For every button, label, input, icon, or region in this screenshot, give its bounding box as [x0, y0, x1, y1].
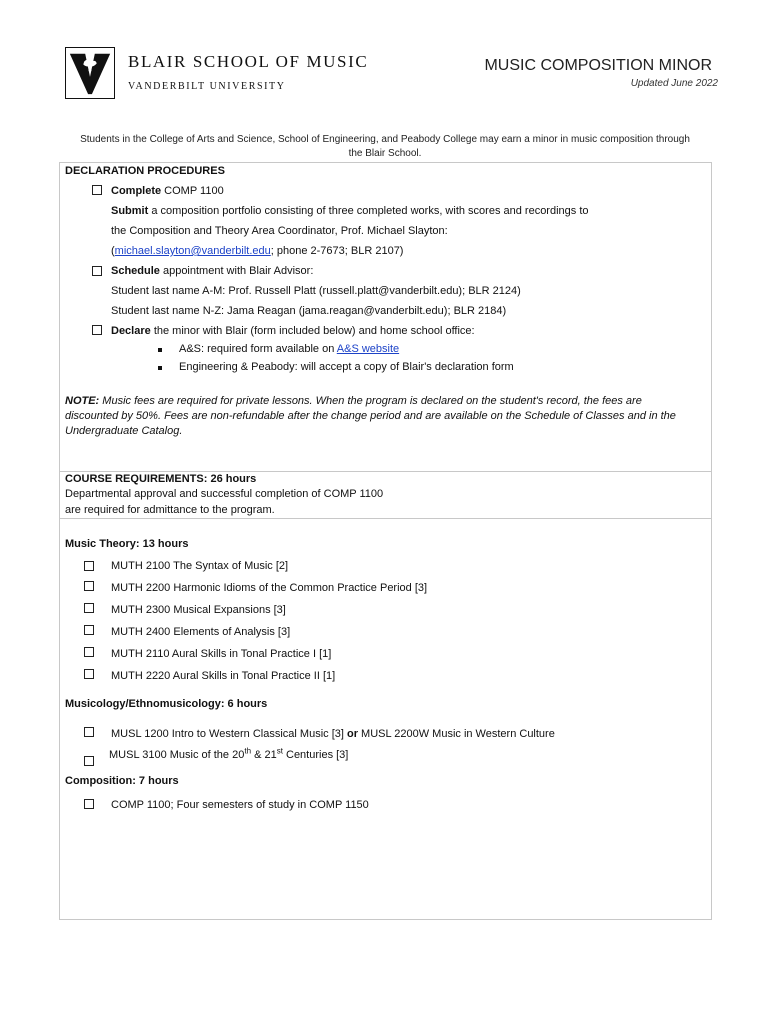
course-musl-1200-or-2200w: MUSL 1200 Intro to Western Classical Music [3] or MUSL 2200W Music in Western Culture — [111, 728, 555, 740]
composition-heading: Composition: 7 hours — [65, 775, 179, 787]
course-muth-2200: MUTH 2200 Harmonic Idioms of the Common Practice Period [3] — [111, 582, 428, 594]
course-muth-2300: MUTH 2300 Musical Expansions [3] — [111, 604, 286, 616]
course-muth-2400: MUTH 2400 Elements of Analysis [3] — [111, 626, 291, 638]
declaration-heading: DECLARATION PROCEDURES — [65, 165, 225, 177]
section-divider — [59, 471, 712, 472]
muth-2110-checkbox[interactable] — [84, 647, 94, 657]
course-muth-2100: MUTH 2100 The Syntax of Music [2] — [111, 560, 289, 572]
step-declare-checkbox[interactable] — [92, 325, 102, 335]
bullet-marker — [158, 348, 162, 352]
muth-2400-checkbox[interactable] — [84, 625, 94, 635]
slayton-email-link[interactable]: michael.slayton@vanderbilt.edu — [114, 245, 271, 257]
step-submit-line2: the Composition and Theory Area Coordinator, Prof. Michael Slayton: — [111, 225, 448, 237]
step-complete-text: Complete COMP 1100 — [111, 185, 224, 197]
as-website-link[interactable]: A&S website — [336, 343, 400, 355]
musicology-heading: Musicology/Ethnomusicology: 6 hours — [65, 698, 268, 710]
step-complete-checkbox[interactable] — [92, 185, 102, 195]
vanderbilt-v-oak-icon — [66, 48, 114, 98]
bullet-engineering-peabody: Engineering & Peabody: will accept a copy of Blair's declaration form — [179, 361, 514, 373]
step-declare-text: Declare the minor with Blair (form included below) and home school office: — [111, 325, 475, 337]
step-submit-line3: (michael.slayton@vanderbilt.edu; phone 2-7673; BLR 2107) — [111, 245, 404, 257]
music-theory-heading: Music Theory: 13 hours — [65, 538, 189, 550]
bullet-marker — [158, 366, 162, 370]
step-schedule-text: Schedule appointment with Blair Advisor: — [111, 265, 314, 277]
advisor-a-m: Student last name A-M: Prof. Russell Platt (russell.platt@vanderbilt.edu); BLR 2124) — [111, 285, 521, 297]
course-muth-2220: MUTH 2220 Aural Skills in Tonal Practice II [1] — [111, 670, 336, 682]
musl-3100-checkbox[interactable] — [84, 756, 94, 766]
intro-paragraph: Students in the College of Arts and Science, School of Engineering, and Peabody College may earn a minor in music composition through the Blair School. — [80, 134, 690, 159]
fees-note: NOTE: Music fees are required for private lessons. When the program is declared on the student's record, the fees are discounted by 50%. Fees are non-refundable after the change period and are available on the Schedule of Classes and in the Undergraduate Catalog. — [65, 395, 676, 437]
course-requirements-heading: COURSE REQUIREMENTS: 26 hours — [65, 473, 257, 485]
course-comp-1100-1150: COMP 1100; Four semesters of study in COMP 1150 — [111, 799, 369, 811]
comp-1100-checkbox[interactable] — [84, 799, 94, 809]
step-schedule-checkbox[interactable] — [92, 266, 102, 276]
university-name: VANDERBILT UNIVERSITY — [128, 81, 286, 92]
course-musl-3100: MUSL 3100 Music of the 20th & 21st Centuries [3] — [109, 746, 349, 761]
muth-2220-checkbox[interactable] — [84, 669, 94, 679]
musl-1200-checkbox[interactable] — [84, 727, 94, 737]
advisor-n-z: Student last name N-Z: Jama Reagan (jama.reagan@vanderbilt.edu); BLR 2184) — [111, 305, 507, 317]
muth-2300-checkbox[interactable] — [84, 603, 94, 613]
muth-2200-checkbox[interactable] — [84, 581, 94, 591]
step-submit-text: Submit a composition portfolio consisting of three completed works, with scores and recordings to — [111, 205, 589, 217]
vanderbilt-logo — [65, 47, 115, 99]
course-requirements-line1: Departmental approval and successful completion of COMP 1100 — [65, 488, 384, 500]
course-requirements-line2: are required for admittance to the program. — [65, 504, 275, 516]
document-title: MUSIC COMPOSITION MINOR — [484, 57, 712, 74]
course-muth-2110: MUTH 2110 Aural Skills in Tonal Practice I [1] — [111, 648, 332, 660]
school-name: BLAIR SCHOOL OF MUSIC — [128, 52, 369, 71]
bullet-as-form: A&S: required form available on A&S website — [179, 343, 400, 355]
section-divider — [59, 518, 712, 519]
updated-date: Updated June 2022 — [630, 78, 718, 89]
muth-2100-checkbox[interactable] — [84, 561, 94, 571]
